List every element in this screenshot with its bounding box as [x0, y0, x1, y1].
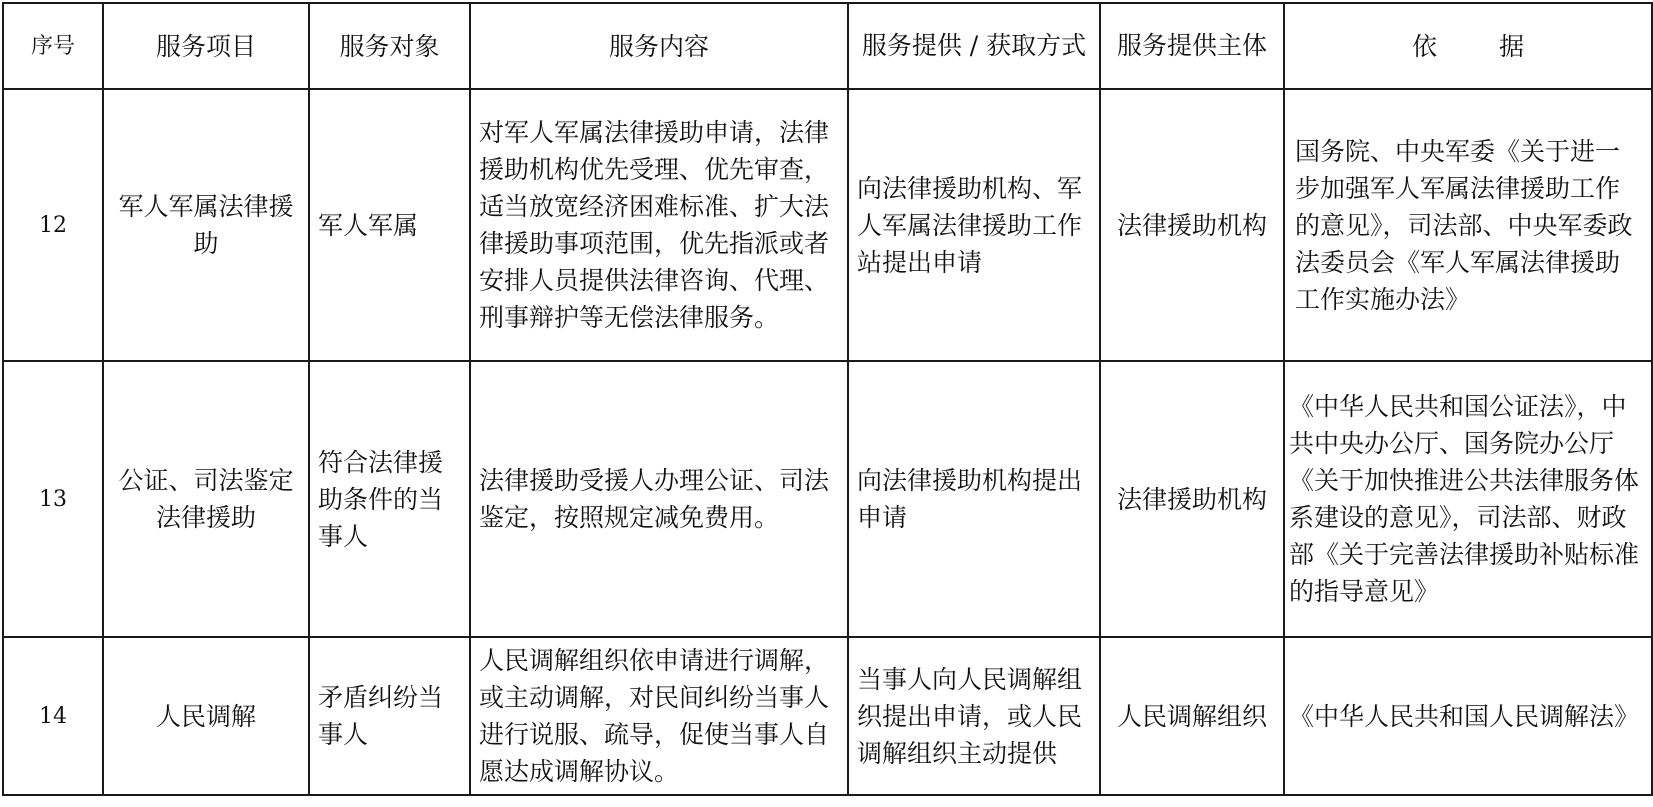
- cell-target: 军人军属: [309, 89, 470, 361]
- service-table-container: [0, 2, 1640, 807]
- cell-provider: 人民调解组织: [1100, 637, 1284, 795]
- table-body: [3, 89, 1652, 795]
- cell-item: 人民调解: [103, 637, 309, 795]
- table-row: [3, 89, 1652, 361]
- cell-content: 对军人军属法律援助申请，法律援助机构优先受理、优先审查，适当放宽经济困难标准、扩大法律援助事项范围，优先指派或者安排人员提供法律咨询、代理、刑事辩护等无偿法律服务。: [470, 89, 848, 361]
- header-content: 服务内容: [470, 3, 848, 89]
- cell-item: 公证、司法鉴定法律援助: [103, 361, 309, 637]
- table-row: [3, 361, 1652, 637]
- header-item: 服务项目: [103, 3, 309, 89]
- cell-method: 向法律援助机构提出申请: [848, 361, 1100, 637]
- cell-provider: 法律援助机构: [1100, 89, 1284, 361]
- cell-no: 14: [3, 637, 103, 795]
- header-basis-left: 依: [1411, 31, 1437, 61]
- cell-content: 人民调解组织依申请进行调解，或主动调解，对民间纠纷当事人进行说服、疏导，促使当事人自愿达成调解协议。: [470, 637, 848, 795]
- header-no: 序号: [3, 3, 103, 89]
- cell-basis: 《中华人民共和国公证法》，中共中央办公厅、国务院办公厅《关于加快推进公共法律服务体系建设的意见》，司法部、财政部《关于完善法律援助补贴标准的指导意见》: [1284, 361, 1652, 637]
- header-row: [3, 3, 1652, 89]
- cell-item: 军人军属法律援助: [103, 89, 309, 361]
- cell-provider: 法律援助机构: [1100, 361, 1284, 637]
- header-basis-right: 据: [1499, 31, 1525, 61]
- cell-target: 符合法律援助条件的当事人: [309, 361, 470, 637]
- table-row: [3, 637, 1652, 795]
- cell-no: 13: [3, 361, 103, 637]
- header-method: 服务提供 / 获取方式: [848, 3, 1100, 89]
- cell-no: 12: [3, 89, 103, 361]
- cell-method: 当事人向人民调解组织提出申请，或人民调解组织主动提供: [848, 637, 1100, 795]
- header-provider: 服务提供主体: [1100, 3, 1284, 89]
- cell-content: 法律援助受援人办理公证、司法鉴定，按照规定减免费用。: [470, 361, 848, 637]
- cell-basis: 《中华人民共和国人民调解法》: [1284, 637, 1652, 795]
- header-target: 服务对象: [309, 3, 470, 89]
- legal-services-table: [2, 2, 1653, 796]
- cell-basis: 国务院、中央军委《关于进一步加强军人军属法律援助工作的意见》，司法部、中央军委政法委员会《军人军属法律援助工作实施办法》: [1284, 89, 1652, 361]
- cell-method: 向法律援助机构、军人军属法律援助工作站提出申请: [848, 89, 1100, 361]
- cell-target: 矛盾纠纷当事人: [309, 637, 470, 795]
- header-basis: [1284, 3, 1652, 89]
- table-header: [3, 3, 1652, 89]
